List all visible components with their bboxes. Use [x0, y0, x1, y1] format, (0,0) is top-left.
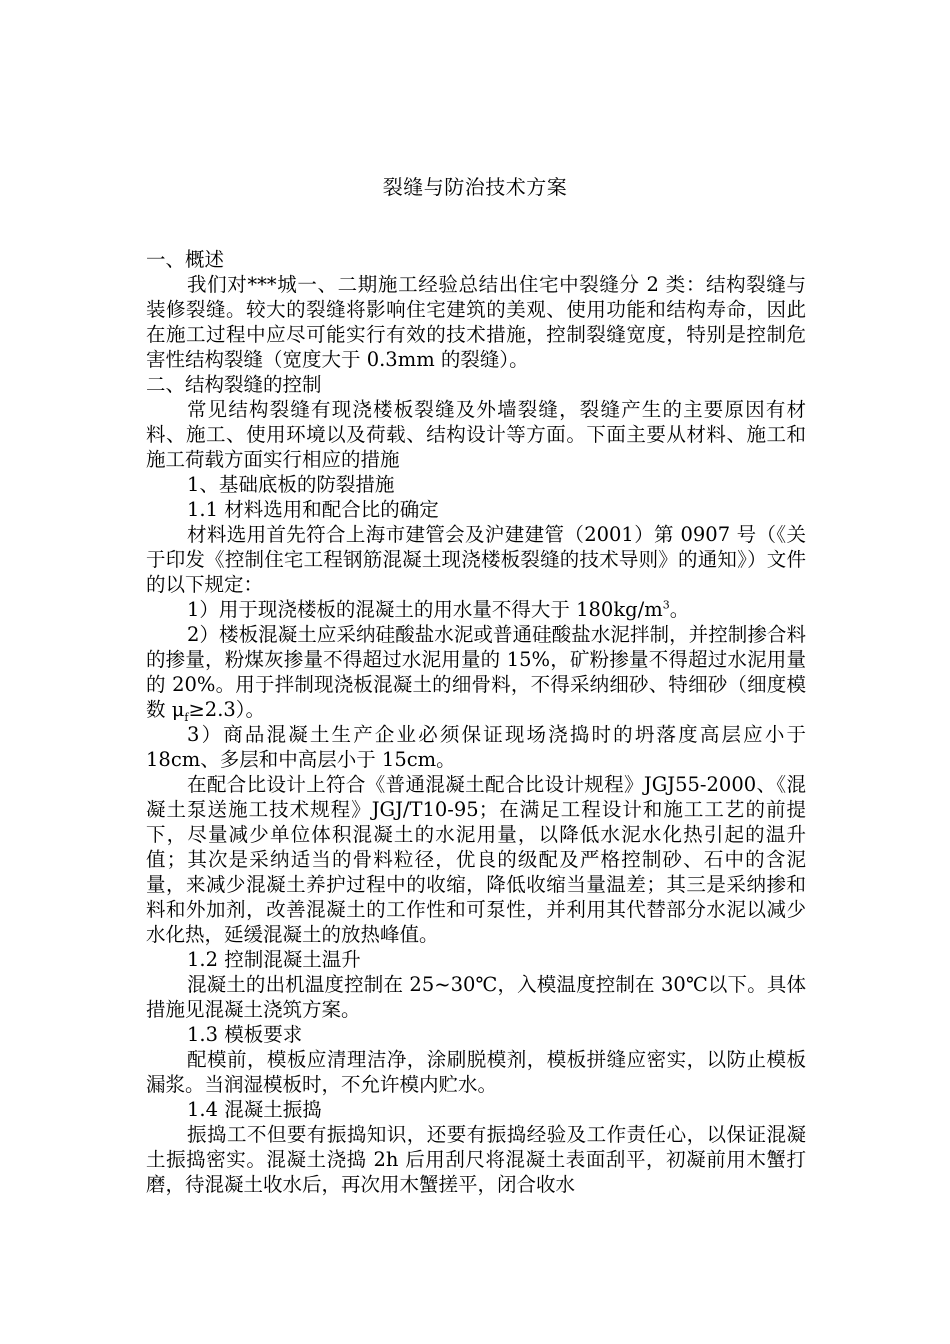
section-heading-overview: 一、概述	[146, 248, 225, 271]
document-title: 裂缝与防治技术方案	[382, 175, 568, 199]
subsection-heading-formwork: 1.3 模板要求	[187, 1023, 303, 1046]
rule-item-2-end: ≥2.3）。	[188, 698, 266, 721]
rule-item-1-superscript: 3	[662, 598, 670, 612]
document-body	[146, 247, 806, 1197]
subsection-heading-materials: 1.1 材料选用和配合比的确定	[187, 498, 439, 521]
rule-item-3: 3）商品混凝土生产企业必须保证现场浇捣时的坍落度高层应小于 18cm、多层和中高层小于 15cm。	[146, 723, 806, 771]
paragraph-materials-intro: 材料选用首先符合上海市建管会及沪建建管（2001）第 0907 号（《关于印发《控制住宅工程钢筋混凝土现浇楼板裂缝的技术导则》的通知》）文件的以下规定：	[146, 523, 806, 596]
subsection-heading-temperature: 1.2 控制混凝土温升	[187, 948, 361, 971]
paragraph-mix-design: 在配合比设计上符合《普通混凝土配合比设计规程》JGJ55-2000、《混凝土泵送施工技术规程》JGJ/T10-95；在满足工程设计和施工工艺的前提下，尽量减少单位体积混凝土的水泥用量，以降低水泥水化热引起的温升值；其次是采纳适当的骨料粒径，优良的级配及严格控制砂、石中的含泥量，来减少混凝土养护过程中的收缩，降低收缩当量温差；其三是采纳掺和料和外加剂，改善混凝土的工作性和可泵性，并利用其代替部分水泥以减少水化热，延缓混凝土的放热峰值。	[146, 773, 806, 946]
paragraph-vibration: 振捣工不但要有振捣知识，还要有振捣经验及工作责任心，以保证混凝土振捣密实。混凝土浇捣 2h 后用刮尺将混凝土表面刮平，初凝前用木蟹打磨，待混凝土收水后，再次用木蟹搓平，闭合收水	[146, 1123, 806, 1196]
paragraph-structural-cracks: 常见结构裂缝有现浇楼板裂缝及外墙裂缝，裂缝产生的主要原因有材料、施工、使用环境以及荷载、结构设计等方面。下面主要从材料、施工和施工荷载方面实行相应的措施	[146, 398, 806, 471]
rule-item-1	[146, 597, 806, 622]
subsection-heading-vibration: 1.4 混凝土振捣	[187, 1098, 322, 1121]
rule-item-2	[146, 622, 806, 722]
rule-item-2-text: 2）楼板混凝土应采纳硅酸盐水泥或普通硅酸盐水泥拌制，并控制掺合料的掺量，粉煤灰掺量不得超过水泥用量的 15%，矿粉掺量不得超过水泥用量的 20%。用于拌制现浇板混凝土的细骨料，不得采纳细砂、特细砂（细度模数 μ	[146, 623, 806, 721]
paragraph-overview: 我们对***城一、二期施工经验总结出住宅中裂缝分 2 类：结构裂缝与装修裂缝。较大的裂缝将影响住宅建筑的美观、使用功能和结构寿命，因此在施工过程中应尽可能实行有效的技术措施，控制裂缝宽度，特别是控制危害性结构裂缝（宽度大于 0.3mm 的裂缝）。	[146, 273, 806, 371]
section-heading-structural-cracks: 二、结构裂缝的控制	[146, 373, 322, 396]
subsection-heading-foundation: 1、基础底板的防裂措施	[187, 473, 395, 496]
rule-item-2-subscript: f	[184, 710, 189, 724]
rule-item-1-end: 。	[669, 598, 690, 621]
paragraph-formwork: 配模前，模板应清理洁净，涂刷脱模剂，模板拼缝应密实，以防止模板漏浆。当润湿模板时，不允许模内贮水。	[146, 1048, 806, 1096]
paragraph-temperature: 混凝土的出机温度控制在 25~30℃，入模温度控制在 30℃以下。具体措施见混凝土浇筑方案。	[146, 973, 806, 1021]
rule-item-1-text: 1）用于现浇楼板的混凝土的用水量不得大于 180kg/m	[187, 598, 663, 621]
